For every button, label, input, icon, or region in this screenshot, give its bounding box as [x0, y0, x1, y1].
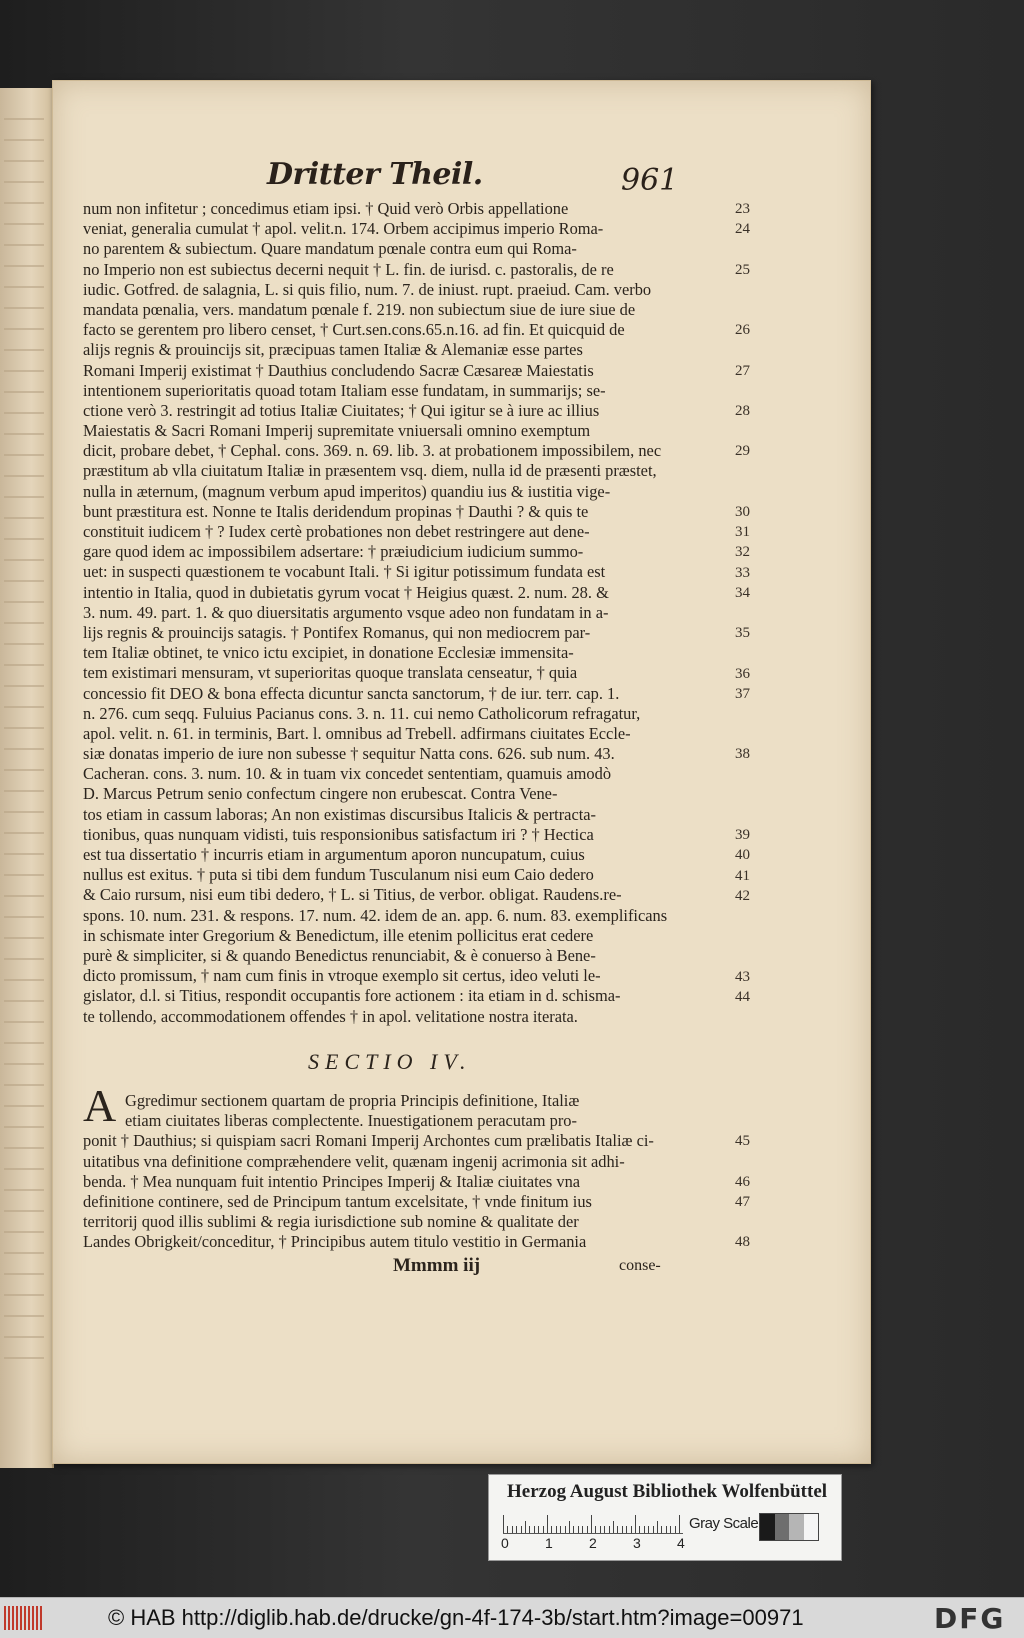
text-line: præstitum ab vlla ciuitatum Italiæ in præsentem vsq. diem, nulla id de præsenti præstet, [83, 461, 657, 481]
bleed-through-line [4, 664, 44, 666]
margin-number: 24 [735, 221, 750, 238]
scale-label: 4 [677, 1535, 685, 1551]
text-line: definitione continere, sed de Principum tantum excelsitate, † vnde finitum ius [83, 1191, 592, 1211]
text-line: uet: in suspecti quæstionem te vocabunt Itali. † Si igitur potissimum fundata est [83, 562, 606, 582]
text-line: dicto promissum, † nam cum finis in vtroque exemplo sit certus, ideo veluti le- [83, 966, 601, 986]
text-line: n. 276. cum seqq. Fuluius Pacianus cons. 3. n. 11. cui nemo Catholicorum refragatur, [83, 703, 641, 723]
text-line: tem Italiæ obtinet, te vnico ictu excipiet, in donatione Ecclesiæ immensita- [83, 643, 574, 663]
bleed-through-line [4, 706, 44, 708]
text-line: territorij quod illis sublimi & regia iurisdictione sub nomine & qualitate der [83, 1212, 579, 1232]
footer-url[interactable]: © HAB http://diglib.hab.de/drucke/gn-4f-174-3b/start.htm?image=00971 [108, 1605, 804, 1630]
text-line: tos etiam in cassum laboras; An non existimas discursibus Italicis & pertracta- [83, 804, 597, 824]
bleed-through-line [4, 391, 44, 393]
text-line: etiam ciuitates liberas complectente. Inuestigationem peracutam pro- [125, 1111, 577, 1131]
text-line: te tollendo, accommodationem offendes † in apol. velitatione nostra iterata. [83, 1006, 578, 1026]
margin-number: 29 [735, 443, 750, 460]
bleed-through-line [4, 265, 44, 267]
bleed-through-line [4, 748, 44, 750]
bleed-through-line [4, 1210, 44, 1212]
bleed-through-line [4, 370, 44, 372]
text-line: Landes Obrigkeit/conceditur, † Principibus autem titulo vestitio in Germania [83, 1232, 587, 1252]
bleed-through-line [4, 727, 44, 729]
margin-number: 36 [735, 665, 750, 682]
text-line: veniat, generalia cumulat † apol. velit.n. 174. Orbem accipimus imperio Roma- [83, 219, 604, 239]
margin-number: 23 [735, 201, 750, 217]
text-line: gare quod idem ac impossibilem adsertare: † præiudicium iudicium summo- [83, 542, 584, 562]
bleed-through-line [4, 1189, 44, 1191]
bleed-through-line [4, 517, 44, 519]
bleed-through-line [4, 958, 44, 960]
bleed-through-line [4, 1126, 44, 1128]
margin-number: 32 [735, 544, 750, 561]
running-head: Dritter Theil. [267, 157, 483, 192]
gray-swatch [760, 1514, 775, 1540]
margin-number: 48 [735, 1234, 750, 1251]
bleed-through-line [4, 181, 44, 183]
text-line: gislator, d.l. si Titius, respondit occupantis fore actionem : ita etiam in d. schisma- [83, 986, 621, 1006]
bleed-through-line [4, 160, 44, 162]
text-line: ponit † Dauthius; si quispiam sacri Romani Imperij Archontes cum prælibatis Italiæ ci- [83, 1131, 654, 1151]
bleed-through-line [4, 979, 44, 981]
margin-number: 33 [735, 564, 750, 581]
margin-number: 28 [735, 403, 750, 419]
bleed-through-line [4, 1168, 44, 1170]
text-line: tionibus, quas nunquam vidisti, tuis responsionibus satisfactum iri ? † Hectica [83, 824, 594, 844]
text-line: spons. 10. num. 231. & respons. 17. num. 42. idem de an. app. 6. num. 83. exemplificans [83, 905, 668, 925]
margin-number: 42 [735, 887, 750, 904]
bleed-through-line [4, 1231, 44, 1233]
bleed-through-line [4, 685, 44, 687]
text-line: purè & simpliciter, si & quando Benedictus renunciabit, & è conuerso à Bene- [83, 945, 596, 965]
margin-number: 43 [735, 968, 750, 985]
bleed-through-line [4, 580, 44, 582]
margin-number: 44 [735, 988, 750, 1005]
bleed-through-line [4, 874, 44, 876]
bleed-through-line [4, 853, 44, 855]
margin-number: 47 [735, 1194, 750, 1210]
bleed-through-line [4, 412, 44, 414]
section-text [83, 1091, 723, 1253]
gray-swatch [789, 1514, 804, 1540]
text-line: dicit, probare debet, † Cephal. cons. 369. n. 69. lib. 3. at probationem impossibilem, nec [83, 441, 662, 461]
text-line: nulla in æternum, (magnum verbum apud imperitos) quandiu ius & iustitia vige- [83, 481, 611, 501]
text-line: facto se gerentem pro libero censet, † Curt.sen.cons.65.n.16. ad fin. Et quicquid de [83, 320, 625, 340]
margin-number: 25 [735, 261, 750, 278]
bleed-through-line [4, 895, 44, 897]
bleed-through-line [4, 475, 44, 477]
text-line: constituit iudicem † ? Iudex certè probationes non debet restringere aut dene- [83, 522, 590, 541]
text-line: nullus est exitus. † puta si tibi dem fundum Tusculanum nisi eum Caio dedero [83, 865, 594, 885]
text-line: siæ donatas imperio de iure non subesse † sequitur Natta cons. 626. sub num. 43. [83, 744, 615, 764]
text-line: ctione verò 3. restringit ad totius Italiæ Ciuitates; † Qui igitur se à iure ac illius [83, 400, 600, 420]
printer-signature: Mmmm iij [393, 1255, 481, 1276]
bleed-through-line [4, 1357, 44, 1359]
text-line: & Caio rursum, nisi eum tibi dedero, † L. si Titius, de verbor. obligat. Raudens.re- [83, 885, 622, 905]
margin-number: 37 [735, 685, 750, 702]
chart-title: Herzog August Bibliothek Wolfenbüttel [507, 1481, 828, 1502]
section-title: SECTIO IV. [308, 1049, 472, 1074]
bleed-through-line [4, 559, 44, 561]
bleed-through-line [4, 1105, 44, 1107]
margin-number: 34 [735, 584, 750, 601]
dfg-logo: DFG [934, 1602, 1006, 1635]
text-line: Ggredimur sectionem quartam de propria Principis definitione, Italiæ [125, 1091, 580, 1110]
color-calibration-chart [488, 1474, 842, 1561]
bleed-through-line [4, 622, 44, 624]
bleed-through-line [4, 1042, 44, 1044]
text-line: 3. num. 49. part. 1. & quo diuersitatis argumento vsque adeo non fundatam in a- [83, 602, 609, 622]
margin-number: 40 [735, 847, 750, 864]
bleed-through-line [4, 1063, 44, 1065]
margin-number: 39 [735, 827, 750, 844]
bleed-through-line [4, 1315, 44, 1317]
scale-label: 3 [633, 1535, 641, 1551]
bleed-through-line [4, 832, 44, 834]
text-line: apol. velit. n. 61. in terminis, Bart. l. omnibus ad Trebell. adfirmans ciuitates Eccle- [83, 723, 631, 743]
bleed-through-line [4, 202, 44, 204]
bleed-through-line [4, 1084, 44, 1086]
text-line: Romani Imperij existimat † Dauthius concludendo Sacræ Cæsareæ Maiestatis [83, 360, 594, 380]
footer-bar [0, 1597, 1024, 1638]
bleed-through-line [4, 601, 44, 603]
text-line: alijs regnis & prouincijs sit, præcipuas tamen Italiæ & Alemaniæ esse partes [83, 340, 583, 360]
facing-page-edge [0, 88, 54, 1468]
barcode-icon [4, 1606, 46, 1630]
drop-cap: A [83, 1080, 117, 1131]
text-line: tem existimari mensuram, vt superioritas quoque translata censeatur, † quia [83, 663, 578, 683]
bleed-through-line [4, 433, 44, 435]
scale-label: 1 [545, 1535, 553, 1551]
body-text [83, 199, 723, 1027]
text-line: est tua dissertatio † incurris etiam in argumentum aporon nuncupatum, cuius [83, 845, 585, 864]
bleed-through-line [4, 496, 44, 498]
bleed-through-line [4, 328, 44, 330]
margin-number: 35 [735, 625, 750, 642]
text-line: D. Marcus Petrum senio confectum cingere non erubescat. Contra Vene- [83, 784, 558, 804]
bleed-through-line [4, 1021, 44, 1023]
book-page [52, 80, 871, 1464]
bleed-through-line [4, 307, 44, 309]
gray-swatch-strip [759, 1513, 819, 1541]
bleed-through-line [4, 349, 44, 351]
margin-number: 41 [735, 867, 750, 884]
text-line: no parentem & subiectum. Quare mandatum pœnale contra eum qui Roma- [83, 239, 577, 259]
bleed-through-line [4, 1147, 44, 1149]
text-line: in schismate inter Gregorium & Benedictum, ille etenim pollicitus erat cedere [83, 925, 594, 945]
scale-label: 2 [589, 1535, 597, 1551]
bleed-through-line [4, 1252, 44, 1254]
bleed-through-line [4, 643, 44, 645]
bleed-through-line [4, 937, 44, 939]
margin-number: 31 [735, 524, 750, 541]
gray-scale-label: Gray Scale [689, 1515, 759, 1532]
gray-swatch [804, 1514, 819, 1540]
text-line: iudic. Gotfred. de salagnia, L. si quis filio, num. 7. de iniust. rupt. praeiud. Cam. verbo [83, 279, 652, 299]
bleed-through-line [4, 811, 44, 813]
text-line: intentionem superioritatis quoad totam Italiam esse fundatam, in summarijs; se- [83, 380, 606, 400]
bleed-through-line [4, 790, 44, 792]
text-line: uitatibus vna definitione compræhendere velit, quænam ingenij acrimonia sit adhi- [83, 1151, 625, 1171]
bleed-through-line [4, 223, 44, 225]
bleed-through-line [4, 538, 44, 540]
text-line: lijs regnis & prouincijs satagis. † Pontifex Romanus, qui non mediocrem par- [83, 622, 591, 642]
scale-label: 0 [501, 1535, 509, 1551]
bleed-through-line [4, 1273, 44, 1275]
text-line: no Imperio non est subiectus decerni nequit † L. fin. de iurisd. c. pastoralis, de re [83, 259, 614, 279]
gray-swatch [775, 1514, 790, 1540]
bleed-through-line [4, 244, 44, 246]
catchword: conse- [619, 1257, 661, 1274]
text-line: Maiestatis & Sacri Romani Imperij supremitate vniuersali omnino exemptum [83, 421, 591, 441]
margin-number: 26 [735, 322, 750, 339]
text-line: num non infitetur ; concedimus etiam ipsi. † Quid verò Orbis appellatione [83, 199, 569, 218]
margin-number: 38 [735, 746, 750, 763]
margin-number: 27 [735, 362, 750, 379]
bleed-through-line [4, 1336, 44, 1338]
text-line: benda. † Mea nunquam fuit intentio Principes Imperij & Italiæ ciuitates vna [83, 1171, 581, 1191]
margin-number: 46 [735, 1173, 750, 1190]
text-line: Cacheran. cons. 3. num. 10. & in tuam vix concedet sententiam, quamuis amodò [83, 764, 612, 784]
bleed-through-line [4, 1294, 44, 1296]
text-line: intentio in Italia, quod in dubietatis gyrum vocat † Heigius quæst. 2. num. 28. & [83, 582, 609, 602]
bleed-through-line [4, 118, 44, 120]
text-line: bunt præstitura est. Nonne te Italis deridendum propinas † Dauthi ? & quis te [83, 501, 589, 521]
bleed-through-line [4, 454, 44, 456]
margin-number: 30 [735, 504, 750, 520]
bleed-through-line [4, 769, 44, 771]
bleed-through-line [4, 286, 44, 288]
text-line: concessio fit DEO & bona effecta dicuntur sancta sanctorum, † de iur. terr. cap. 1. [83, 683, 620, 703]
bleed-through-line [4, 139, 44, 141]
margin-number: 45 [735, 1133, 750, 1150]
text-line: mandata pœnalia, vers. mandatum pœnale f. 219. non subiectum siue de iure siue de [83, 299, 636, 319]
scale-ruler [503, 1513, 683, 1534]
bleed-through-line [4, 1000, 44, 1002]
page-number: 961 [621, 163, 679, 198]
bleed-through-line [4, 916, 44, 918]
